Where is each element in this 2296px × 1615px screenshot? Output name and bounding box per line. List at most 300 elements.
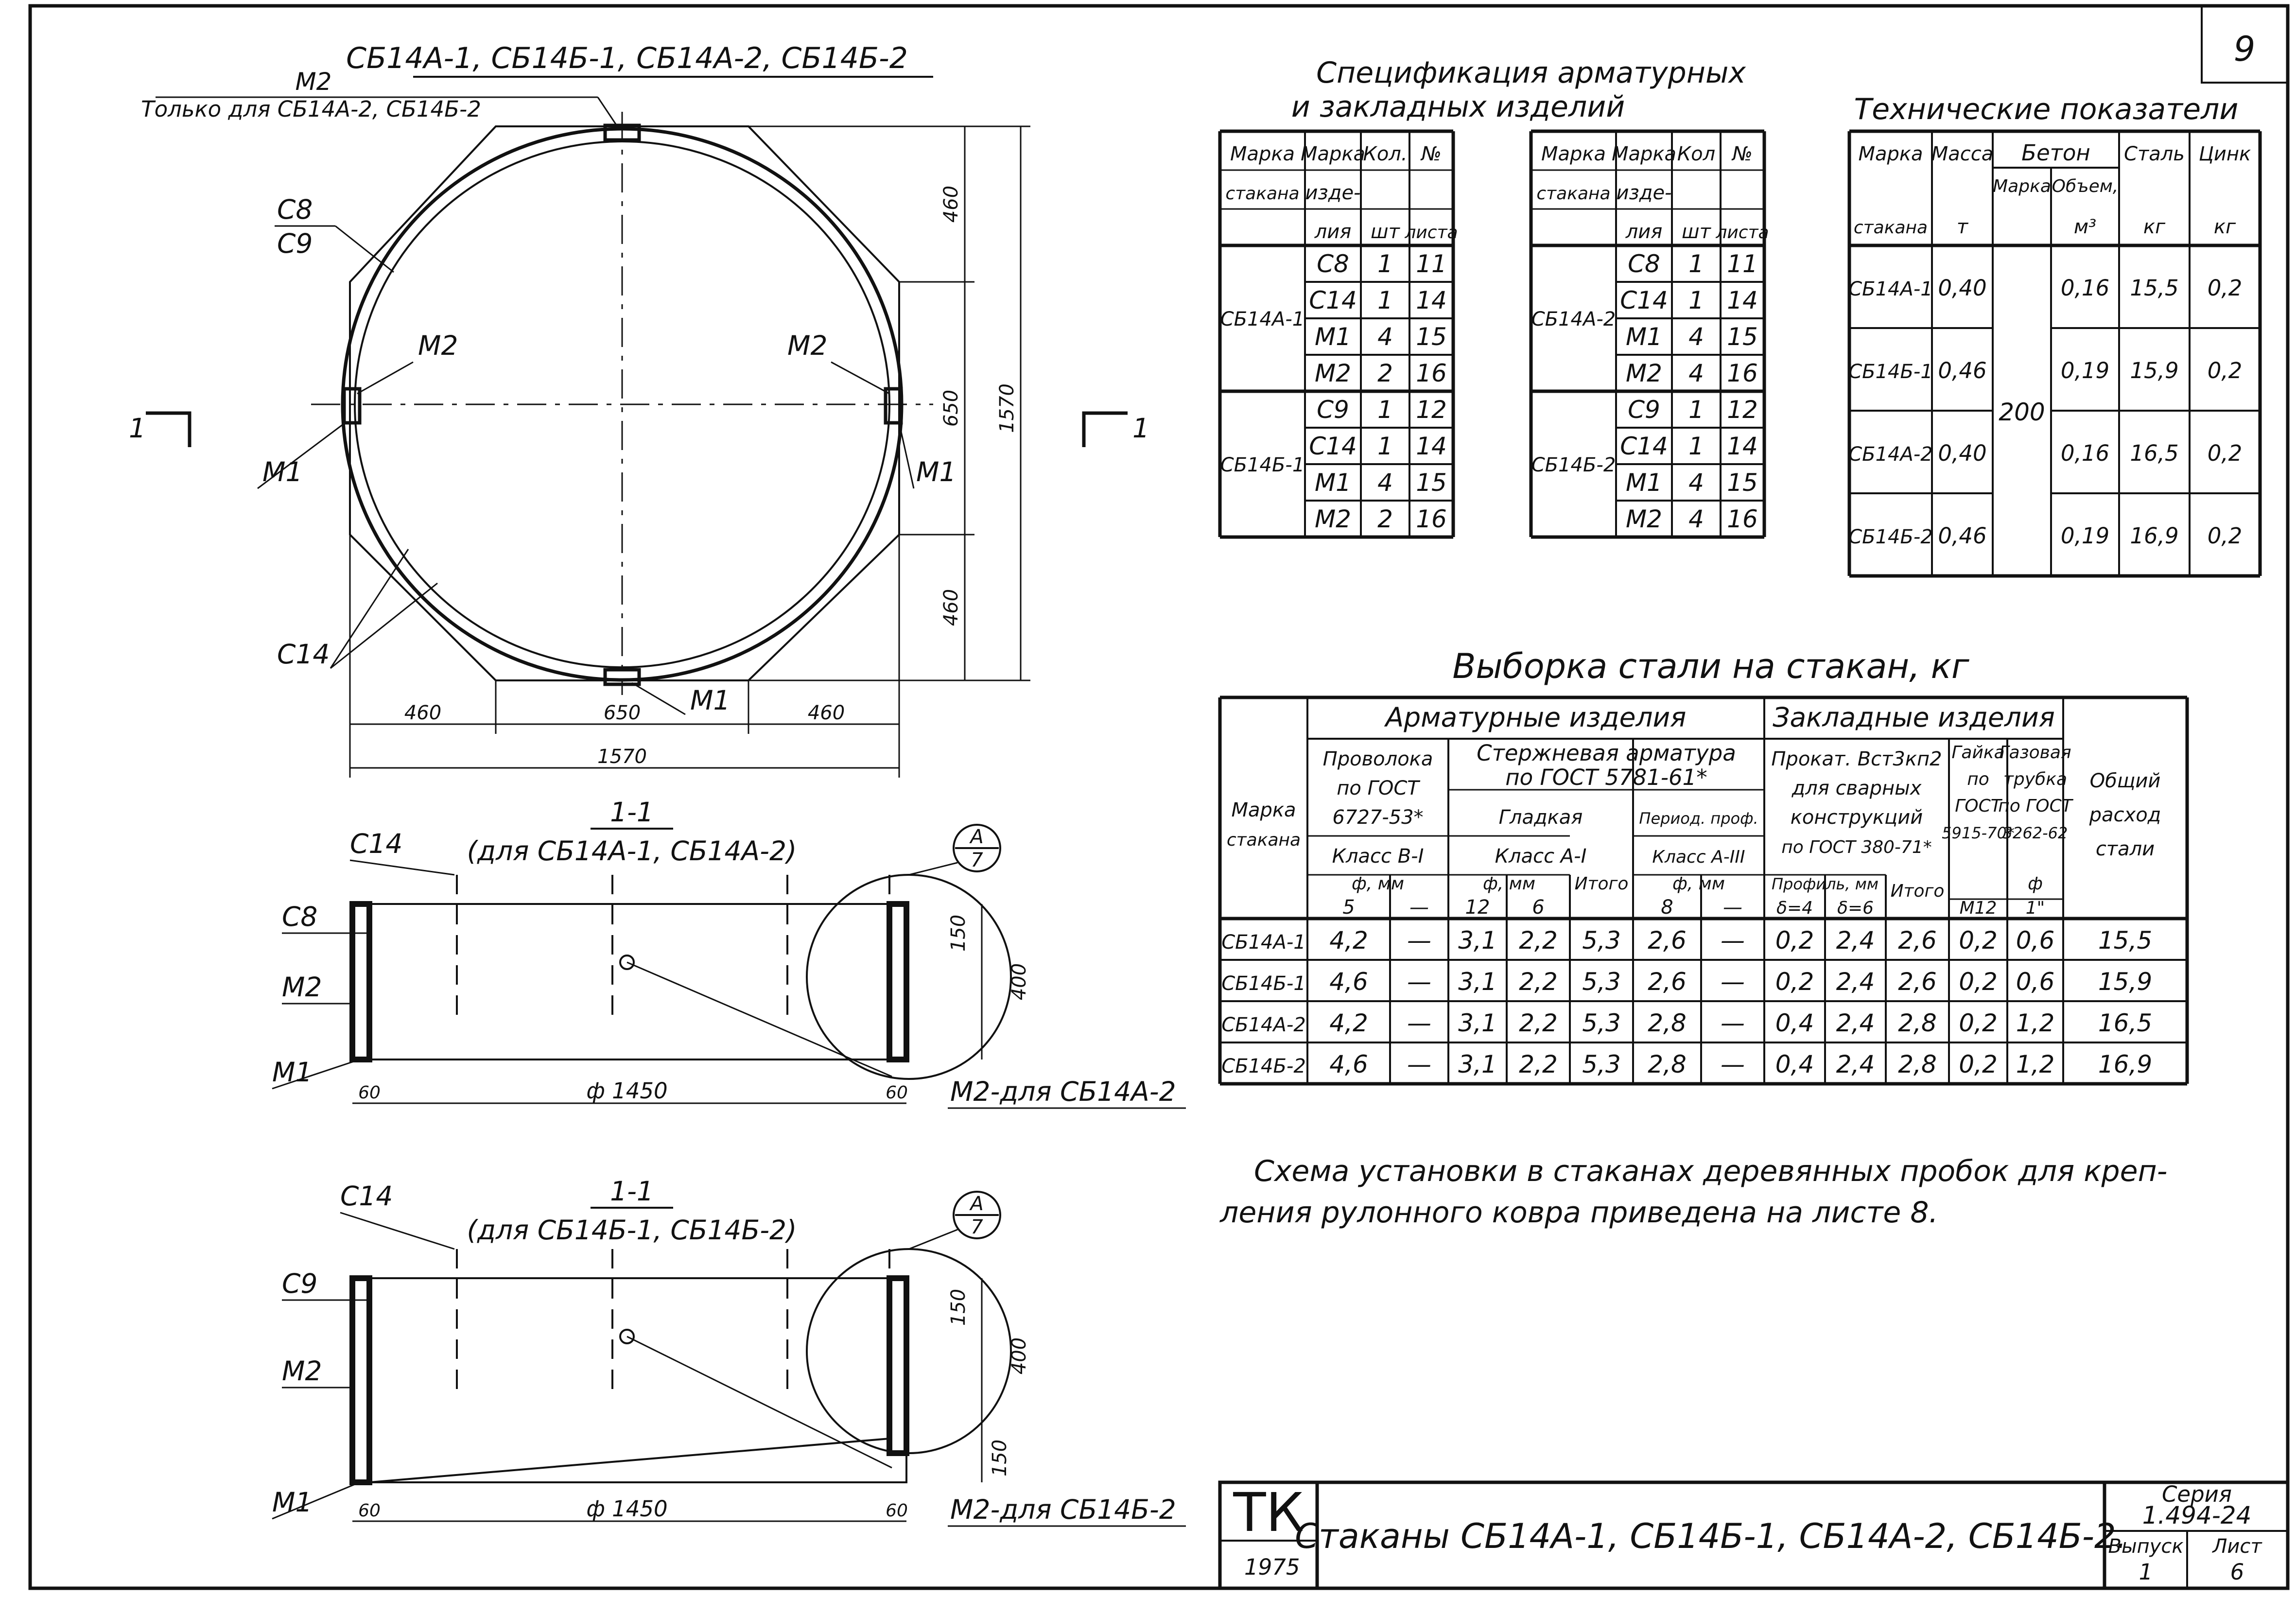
- vy-hdr-obshiy: расход: [2089, 804, 2161, 826]
- plan-label-c9: С9: [277, 228, 313, 259]
- vy-hdr-obshiy: Общий: [2089, 770, 2161, 792]
- vy-cell-value: 3,1: [1458, 968, 1497, 996]
- section1-label-c8: С8: [282, 901, 318, 932]
- section2-diag: [627, 1337, 892, 1468]
- spec-item-mark: С9: [1628, 396, 1660, 424]
- section1-callout-bottom: 7: [971, 849, 983, 871]
- spec-item-mark: С8: [1317, 250, 1349, 278]
- tech-mass: 0,40: [1938, 275, 1987, 301]
- vy-hdr-inch: 1": [2025, 898, 2045, 918]
- vy-cell-value: 5,3: [1582, 1009, 1621, 1037]
- vy-cell-value: 16,5: [2098, 1009, 2153, 1037]
- vy-hdr-phi: ф, мм: [1352, 874, 1404, 894]
- vy-hdr-gayka: 5915-70*: [1942, 824, 2015, 842]
- vy-hdr-gayka: Гайка: [1951, 743, 2005, 763]
- tech-mass: 0,46: [1938, 523, 1987, 549]
- section2-note-m2: М2-для СБ14Б-2: [950, 1494, 1176, 1525]
- spec-item-mark: С14: [1620, 286, 1668, 314]
- vy-hdr-phi: ф, мм: [1483, 874, 1535, 894]
- section1-wall-left: [352, 904, 369, 1059]
- vy-cell-value: 2,4: [1836, 1009, 1875, 1037]
- stamp-seriya-label: Серия: [2162, 1481, 2232, 1507]
- vy-hdr-klass-a1: Класс А-I: [1495, 845, 1587, 868]
- spec-item-mark: С14: [1309, 286, 1357, 314]
- vy-cell-value: 15,5: [2098, 926, 2153, 955]
- vy-glass-mark: СБ14А-1: [1221, 931, 1306, 954]
- vy-cell-value: 2,4: [1836, 926, 1875, 955]
- spec-item-count: 1: [1377, 432, 1393, 460]
- section2-title: 1-1: [610, 1176, 654, 1207]
- tech-volume: 0,16: [2060, 440, 2110, 466]
- section-1: [272, 797, 1186, 1108]
- vy-hdr-phi: ф: [2028, 874, 2043, 894]
- vy-cell-value: 0,2: [1775, 968, 1814, 996]
- vy-cell-value: 0,2: [1959, 926, 1998, 955]
- spec-item-sheet: 12: [1416, 396, 1447, 424]
- spec-table-right: [1531, 131, 1769, 537]
- vy-hdr-provoloka: Проволока: [1322, 748, 1433, 770]
- vy-hdr-c8: 8: [1661, 896, 1673, 919]
- spec-hdr-marka: Марка: [1230, 143, 1295, 165]
- vy-hdr-gayka: по: [1967, 769, 1989, 789]
- section-arrow-left: [146, 413, 190, 447]
- vy-hdr-klass-b: Класс В-I: [1332, 845, 1424, 868]
- spec-item-count: 2: [1377, 505, 1393, 533]
- plan-m2-left-leader: [357, 362, 413, 394]
- vyborka-table: [1220, 646, 2187, 1084]
- section2-dim-400: 400: [1008, 1337, 1030, 1375]
- spec-glass-mark: СБ14Б-2: [1531, 454, 1616, 476]
- section2-c14-leader: [340, 1213, 454, 1249]
- vy-hdr-gaz: Газовая: [1999, 743, 2071, 763]
- spec-item-sheet: 15: [1416, 469, 1447, 497]
- section2-slope: [369, 1439, 889, 1482]
- section2-label-c14: С14: [340, 1181, 393, 1212]
- vy-hdr-d6: δ=6: [1837, 898, 1874, 918]
- stamp-vypusk-label: Выпуск: [2108, 1535, 2184, 1558]
- vy-hdr-profil: Профиль, мм: [1771, 875, 1879, 893]
- vy-hdr-period: Период. проф.: [1639, 809, 1758, 828]
- vy-hdr-gaz: 3262-62: [2002, 824, 2068, 842]
- section1-title: 1-1: [610, 797, 654, 828]
- tech-hdr-beton-marka: Марка: [1993, 176, 2051, 196]
- spec-title-line2: и закладных изделий: [1291, 90, 1625, 124]
- spec-hdr-stakana: стакана: [1225, 184, 1300, 204]
- vy-hdr-zaklad: Закладные изделия: [1773, 702, 2055, 733]
- tech-hdr-marka: Марка: [1858, 143, 1923, 165]
- note-line1: Схема установки в стаканах деревянных пробок для креп-: [1254, 1154, 2168, 1188]
- plan-label-m1-right: М1: [916, 456, 957, 487]
- vy-cell-value: 2,8: [1648, 1009, 1687, 1037]
- tech-mass: 0,46: [1938, 358, 1987, 383]
- section1-dim-400: 400: [1008, 963, 1030, 1001]
- title-block: [1220, 1481, 2288, 1588]
- vy-cell-value: 5,3: [1582, 1050, 1621, 1078]
- spec-item-mark: М1: [1626, 323, 1662, 351]
- vy-cell-value: 2,8: [1898, 1009, 1937, 1037]
- spec-item-mark: М2: [1626, 505, 1662, 533]
- vy-cell-value: 2,6: [1648, 968, 1687, 996]
- vy-cell-value: —: [1721, 1009, 1745, 1037]
- vy-cell-value: 4,2: [1329, 1009, 1368, 1037]
- vy-hdr-provoloka: по ГОСТ: [1337, 777, 1419, 799]
- vy-hdr-prokat: по ГОСТ 380-71*: [1781, 837, 1932, 857]
- tech-steel: 16,9: [2130, 523, 2179, 549]
- vy-hdr-gladkaya: Гладкая: [1498, 806, 1583, 829]
- spec-item-sheet: 16: [1727, 359, 1758, 387]
- spec-hdr-lista: листа: [1405, 223, 1458, 243]
- spec-hdr-liya: лия: [1314, 221, 1352, 243]
- section1-body: [352, 904, 906, 1059]
- vy-hdr-itogo: Итого: [1574, 874, 1629, 894]
- plan-label-m1-left: М1: [262, 456, 303, 487]
- spec-hdr-num: №: [1421, 143, 1442, 165]
- tech-volume: 0,19: [2060, 358, 2110, 383]
- section-2: [272, 1176, 1186, 1526]
- plan-note-only: Только для СБ14А-2, СБ14Б-2: [141, 96, 481, 122]
- section2-label-c9: С9: [282, 1268, 318, 1299]
- dim-460-top: 460: [940, 185, 962, 223]
- section2-callout-bottom: 7: [971, 1216, 983, 1238]
- tech-hdr-beton: Бетон: [2021, 140, 2090, 166]
- spec-item-count: 4: [1688, 359, 1704, 387]
- vy-hdr-m12: М12: [1959, 898, 1997, 918]
- section1-dim-150: 150: [947, 914, 970, 952]
- spec-hdr-marka-izd: Марка: [1300, 143, 1366, 165]
- spec-table: [1220, 56, 1769, 537]
- spec-hdr-kol: Кол.: [1363, 143, 1408, 165]
- vy-cell-value: 0,2: [1959, 1050, 1998, 1078]
- spec-item-count: 1: [1377, 286, 1393, 314]
- vy-hdr-d4: δ=4: [1776, 898, 1813, 918]
- tech-zinc: 0,2: [2207, 523, 2243, 549]
- spec-item-mark: С14: [1620, 432, 1668, 460]
- vy-hdr-gaz: по ГОСТ: [1998, 796, 2072, 816]
- tech-glass-mark: СБ14А-1: [1848, 278, 1933, 300]
- spec-item-mark: М2: [1626, 359, 1662, 387]
- plan-m2-right-leader: [831, 362, 889, 394]
- spec-hdr-num: №: [1732, 143, 1753, 165]
- vy-cell-value: 3,1: [1458, 926, 1497, 955]
- dim-650-v: 650: [940, 389, 962, 427]
- spec-hdr-kol: Кол: [1677, 143, 1716, 165]
- vy-hdr-prokat: конструкций: [1790, 806, 1923, 829]
- plan-label-c8: С8: [277, 194, 313, 225]
- spec-item-mark: М1: [1626, 469, 1662, 497]
- spec-item-sheet: 15: [1416, 323, 1447, 351]
- vy-cell-value: —: [1407, 926, 1431, 955]
- vy-hdr-klass-a3: Класс А-III: [1652, 847, 1745, 867]
- spec-item-sheet: 16: [1416, 359, 1447, 387]
- stamp-list-value: 6: [2230, 1559, 2244, 1585]
- section2-dim-60-right: 60: [886, 1501, 908, 1521]
- tech-hdr-m3: м³: [2073, 216, 2097, 238]
- section1-label-m2: М2: [282, 972, 322, 1003]
- vy-cell-value: 0,6: [2016, 968, 2055, 996]
- spec-item-count: 4: [1688, 323, 1704, 351]
- stamp-list-label: Лист: [2212, 1535, 2262, 1558]
- spec-hdr-izde: изде-: [1305, 182, 1361, 204]
- vyborka-title: Выборка стали на стакан, кг: [1452, 646, 1969, 686]
- spec-item-mark: С8: [1628, 250, 1660, 278]
- section2-callout-leader: [909, 1230, 957, 1249]
- plan-label-m1-bottom: М1: [690, 685, 731, 716]
- vy-cell-value: 0,2: [1959, 968, 1998, 996]
- spec-hdr-sht: шт: [1371, 221, 1400, 243]
- vy-cell-value: 0,2: [1775, 926, 1814, 955]
- spec-glass-mark: СБ14Б-1: [1220, 454, 1305, 476]
- vy-cell-value: 5,3: [1582, 968, 1621, 996]
- tech-volume: 0,19: [2060, 523, 2110, 549]
- spec-hdr-marka: Марка: [1541, 143, 1606, 165]
- tech-hdr-beton-obem: Объем,: [2052, 176, 2119, 196]
- section2-label-m2: М2: [282, 1355, 322, 1387]
- section1-dim-diam: ф 1450: [586, 1078, 668, 1104]
- section1-label-m1: М1: [272, 1057, 313, 1088]
- spec-item-count: 4: [1688, 469, 1704, 497]
- vy-glass-mark: СБ14Б-2: [1221, 1055, 1306, 1077]
- plate-left: [344, 389, 360, 423]
- vy-hdr-c5: 5: [1342, 896, 1355, 919]
- spec-item-sheet: 11: [1727, 250, 1758, 278]
- section2-callout-top: А: [970, 1193, 984, 1215]
- page-number: 9: [2233, 29, 2256, 69]
- tech-hdr-cink: Цинк: [2198, 143, 2251, 165]
- tech-glass-mark: СБ14Б-1: [1848, 361, 1933, 383]
- section2-subtitle: (для СБ14Б-1, СБ14Б-2): [467, 1215, 797, 1246]
- vy-hdr-c12: 12: [1465, 896, 1490, 919]
- vy-cell-value: 3,1: [1458, 1050, 1497, 1078]
- section1-wall-right: [889, 904, 906, 1059]
- spec-item-sheet: 14: [1416, 286, 1447, 314]
- spec-item-sheet: 16: [1416, 505, 1447, 533]
- spec-item-mark: М1: [1315, 323, 1351, 351]
- spec-item-sheet: 11: [1416, 250, 1447, 278]
- vy-cell-value: 4,2: [1329, 926, 1368, 955]
- section2-label-m1: М1: [272, 1487, 313, 1518]
- vy-glass-mark: СБ14А-2: [1221, 1014, 1306, 1036]
- tech-volume: 0,16: [2060, 275, 2110, 301]
- tech-hdr-massa: Масса: [1931, 143, 1994, 165]
- spec-item-mark: М2: [1315, 505, 1351, 533]
- section-mark-left: 1: [129, 413, 146, 444]
- stamp-logo: ТК: [1233, 1481, 1304, 1544]
- tech-glass-mark: СБ14Б-2: [1848, 526, 1933, 548]
- vy-hdr-prokat: Прокат. Вст3кп2: [1771, 748, 1942, 770]
- vy-hdr-c6: 6: [1532, 896, 1545, 919]
- vy-cell-value: 2,6: [1648, 926, 1687, 955]
- spec-item-mark: С14: [1309, 432, 1357, 460]
- spec-item-sheet: 14: [1727, 286, 1758, 314]
- dim-460-bottom: 460: [940, 589, 962, 626]
- vy-hdr-prokat: для сварных: [1792, 777, 1922, 799]
- tech-steel: 15,5: [2130, 275, 2179, 301]
- vy-cell-value: 0,6: [2016, 926, 2055, 955]
- section1-note-m2: М2-для СБ14А-2: [950, 1076, 1176, 1107]
- vy-cell-value: 2,8: [1898, 1050, 1937, 1078]
- plan-label-m2-left: М2: [418, 330, 458, 361]
- dim-1570-h: 1570: [597, 746, 647, 768]
- tech-title: Технические показатели: [1854, 92, 2239, 126]
- section2-body: [352, 1278, 906, 1482]
- vy-hdr-gayka: ГОСТ: [1955, 796, 2001, 816]
- vy-cell-value: 5,3: [1582, 926, 1621, 955]
- spec-item-mark: М1: [1315, 469, 1351, 497]
- spec-item-count: 1: [1377, 396, 1393, 424]
- tech-hdr-kg: кг: [2143, 216, 2166, 238]
- spec-item-sheet: 15: [1727, 323, 1758, 351]
- dim-650-h: 650: [603, 702, 641, 724]
- tech-beton-marka-value: 200: [1999, 398, 2045, 426]
- section1-label-c14: С14: [350, 828, 403, 859]
- spec-hdr-liya: лия: [1625, 221, 1663, 243]
- section-mark-right: 1: [1132, 413, 1149, 444]
- tech-glass-mark: СБ14А-2: [1848, 443, 1933, 466]
- vy-cell-value: 2,6: [1898, 926, 1937, 955]
- tech-steel: 15,9: [2130, 358, 2179, 383]
- vy-cell-value: 1,2: [2016, 1009, 2055, 1037]
- vy-cell-value: —: [1407, 1009, 1431, 1037]
- tech-mass: 0,40: [1938, 440, 1987, 466]
- section1-callout-leader: [909, 863, 957, 875]
- section2-dim-150-bottom: 150: [989, 1439, 1011, 1477]
- spec-item-count: 4: [1377, 469, 1393, 497]
- vy-cell-value: 0,4: [1775, 1050, 1814, 1078]
- section2-wall-left: [352, 1278, 369, 1482]
- vy-cell-value: —: [1721, 926, 1745, 955]
- vy-hdr-provoloka: 6727-53*: [1332, 806, 1424, 829]
- tech-zinc: 0,2: [2207, 358, 2243, 383]
- vy-cell-value: 4,6: [1329, 1050, 1368, 1078]
- vy-cell-value: —: [1407, 1050, 1431, 1078]
- spec-item-mark: С9: [1317, 396, 1349, 424]
- spec-item-count: 1: [1688, 432, 1704, 460]
- octagon-outline: [350, 126, 899, 680]
- vy-cell-value: 0,2: [1959, 1009, 1998, 1037]
- vy-hdr-itogo: Итого: [1890, 881, 1945, 901]
- stamp-vypusk-value: 1: [2139, 1559, 2153, 1585]
- spec-item-sheet: 14: [1416, 432, 1447, 460]
- vy-hdr-armatur: Арматурные изделия: [1385, 702, 1687, 733]
- spec-hdr-stakana: стакана: [1536, 184, 1611, 204]
- plan-c14-leader-1: [330, 583, 437, 668]
- vy-cell-value: —: [1407, 968, 1431, 996]
- tech-grid: [1848, 131, 2260, 576]
- section1-dim-60-left: 60: [358, 1083, 381, 1103]
- spec-table-left: [1220, 131, 1458, 537]
- spec-item-count: 1: [1688, 286, 1704, 314]
- section2-dim-diam: ф 1450: [586, 1496, 668, 1522]
- spec-glass-mark: СБ14А-2: [1531, 308, 1616, 330]
- vy-glass-mark: СБ14Б-1: [1221, 972, 1306, 995]
- tech-table: [1848, 92, 2260, 576]
- plan-c14-leader-2: [330, 549, 408, 668]
- stamp-title: Стаканы СБ14А-1, СБ14Б-1, СБ14А-2, СБ14Б-2.: [1295, 1516, 2127, 1556]
- spec-item-sheet: 14: [1727, 432, 1758, 460]
- spec-item-count: 1: [1688, 250, 1704, 278]
- vy-cell-value: 1,2: [2016, 1050, 2055, 1078]
- vy-cell-value: —: [1721, 968, 1745, 996]
- spec-item-count: 4: [1688, 505, 1704, 533]
- vy-cell-value: 2,2: [1519, 968, 1558, 996]
- vy-cell-value: 3,1: [1458, 1009, 1497, 1037]
- section1-c14-leader: [350, 860, 454, 875]
- spec-item-sheet: 16: [1727, 505, 1758, 533]
- section1-subtitle: (для СБ14А-1, СБ14А-2): [467, 835, 797, 867]
- vy-cell-value: 2,2: [1519, 1009, 1558, 1037]
- plan-label-c14: С14: [277, 639, 330, 670]
- stamp-year: 1975: [1244, 1554, 1300, 1580]
- tech-hdr-kg: кг: [2213, 216, 2236, 238]
- vy-hdr-phi: ф, мм: [1672, 874, 1725, 894]
- vy-hdr-sterzh: Стержневая арматура: [1477, 740, 1736, 766]
- spec-glass-mark: СБ14А-1: [1220, 308, 1305, 330]
- dim-1570-v: 1570: [996, 383, 1018, 433]
- plan-note-m2: М2: [295, 68, 332, 96]
- vy-cell-value: 2,2: [1519, 926, 1558, 955]
- section1-dim-60-right: 60: [886, 1083, 908, 1103]
- vy-cell-value: 0,4: [1775, 1009, 1814, 1037]
- vy-cell-value: 2,4: [1836, 968, 1875, 996]
- note-line2: ления рулонного ковра приведена на листе 8.: [1220, 1196, 1938, 1230]
- section2-dim-60-left: 60: [358, 1501, 381, 1521]
- plan-title: СБ14А-1, СБ14Б-1, СБ14А-2, СБ14Б-2: [346, 41, 908, 75]
- spec-item-count: 1: [1688, 396, 1704, 424]
- tech-hdr-stakana: стакана: [1853, 218, 1928, 238]
- vy-hdr-obshiy: стали: [2095, 838, 2155, 860]
- spec-hdr-marka-izd: Марка: [1611, 143, 1677, 165]
- spec-item-sheet: 15: [1727, 469, 1758, 497]
- vy-hdr-dash: —: [1409, 896, 1429, 919]
- vy-hdr-dash: —: [1723, 896, 1742, 919]
- spec-item-mark: М2: [1315, 359, 1351, 387]
- stamp-seriya-value: 1.494-24: [2142, 1501, 2252, 1529]
- tech-hdr-t: т: [1956, 216, 1968, 238]
- spec-title-line1: Спецификация арматурных: [1316, 56, 1746, 90]
- vy-cell-value: 4,6: [1329, 968, 1368, 996]
- spec-item-count: 4: [1377, 323, 1393, 351]
- vy-cell-value: 2,2: [1519, 1050, 1558, 1078]
- dim-460-left: 460: [404, 702, 442, 724]
- section1-callout-top: А: [970, 826, 984, 848]
- spec-item-count: 1: [1377, 250, 1393, 278]
- vy-cell-value: 2,4: [1836, 1050, 1875, 1078]
- spec-hdr-izde: изде-: [1616, 182, 1672, 204]
- vy-cell-value: 2,6: [1898, 968, 1937, 996]
- spec-item-sheet: 12: [1727, 396, 1758, 424]
- tech-zinc: 0,2: [2207, 440, 2243, 466]
- spec-hdr-sht: шт: [1682, 221, 1711, 243]
- tech-zinc: 0,2: [2207, 275, 2243, 301]
- section2-wall-right: [889, 1278, 906, 1453]
- vy-cell-value: 2,8: [1648, 1050, 1687, 1078]
- vy-hdr-sterzh: по ГОСТ 5781-61*: [1505, 764, 1707, 790]
- vy-cell-value: —: [1721, 1050, 1745, 1078]
- tech-steel: 16,5: [2130, 440, 2179, 466]
- plan-view: [129, 41, 1149, 778]
- vy-cell-value: 16,9: [2098, 1050, 2153, 1078]
- vy-hdr-stakana: стакана: [1226, 830, 1301, 850]
- section2-dim-150-top: 150: [947, 1288, 970, 1326]
- dim-460-right: 460: [807, 702, 845, 724]
- vy-hdr-marka: Марка: [1231, 799, 1296, 821]
- plan-label-m2-right: М2: [787, 330, 828, 361]
- vyborka-grid: [1220, 697, 2187, 1084]
- plan-m1-right-leader: [899, 423, 914, 488]
- spec-item-count: 2: [1377, 359, 1393, 387]
- section-arrow-right: [1084, 413, 1128, 447]
- plan-note-leader-down: [598, 97, 617, 126]
